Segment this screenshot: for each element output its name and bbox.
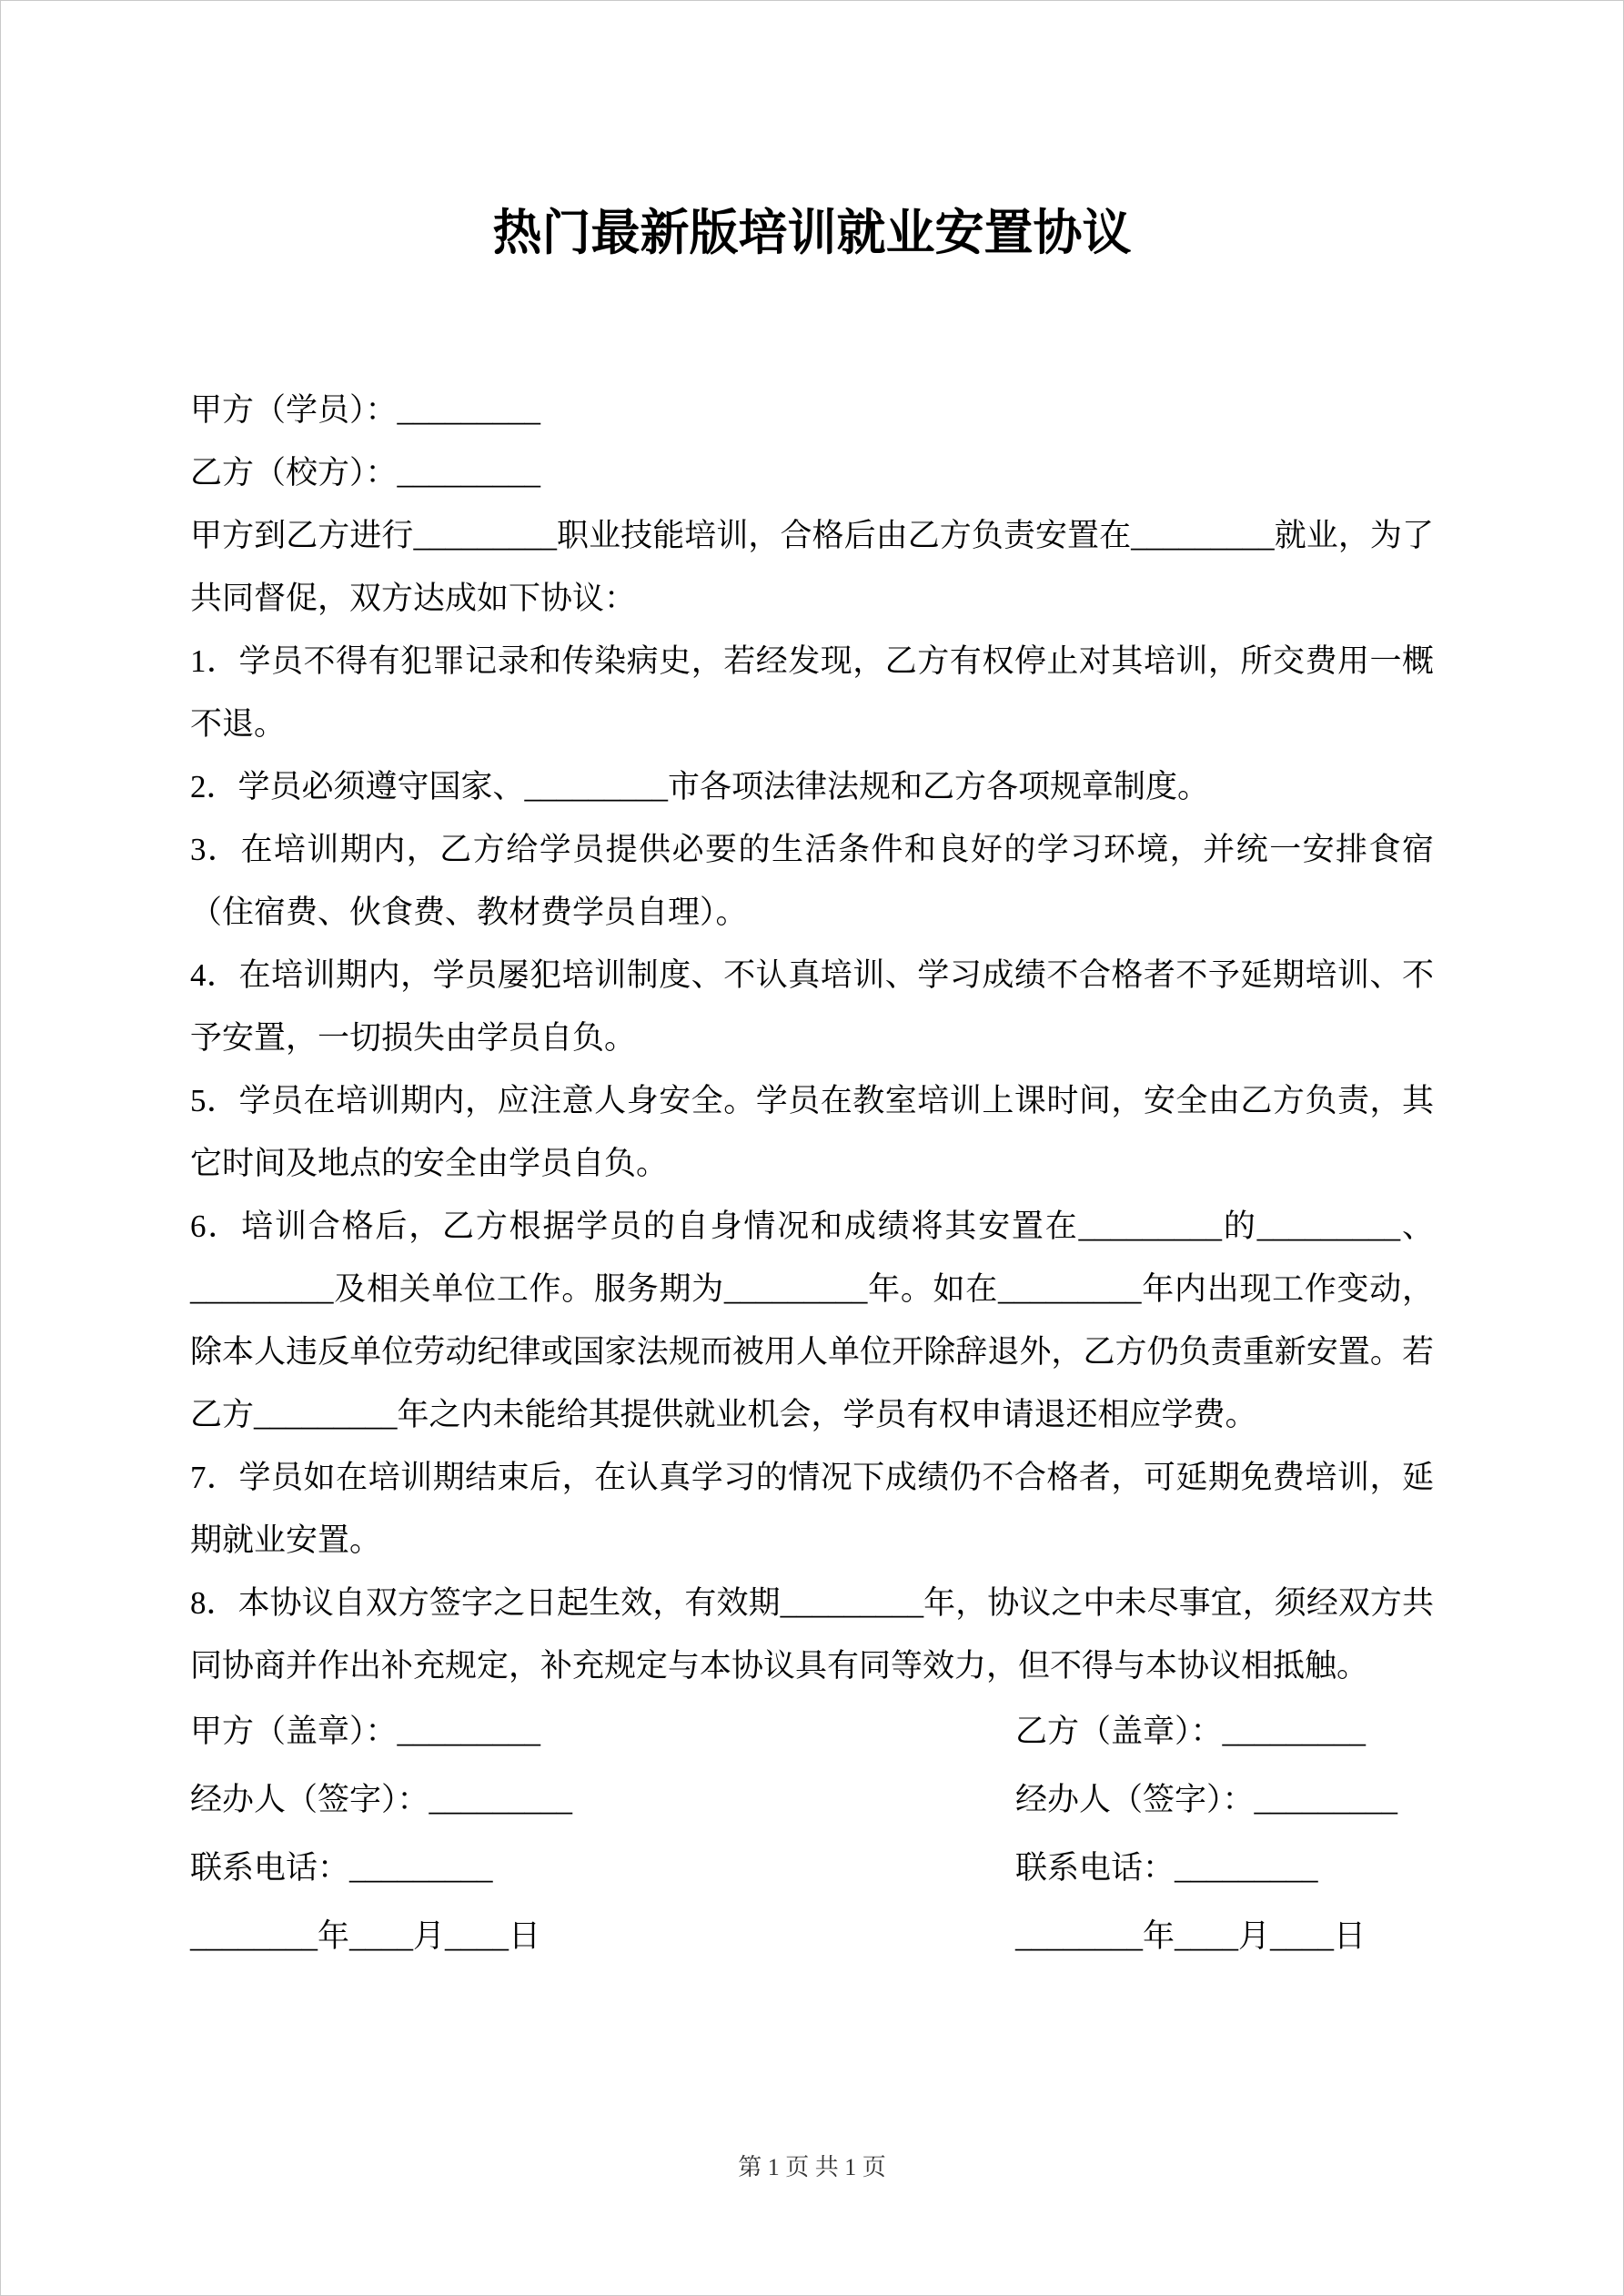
- party-b-line: 乙方（校方）：_________: [190, 455, 541, 491]
- signature-row-phone: [190, 1834, 1434, 1902]
- clause-5: 5．学员在培训期内，应注意人身安全。学员在教室培训上课时间，安全由乙方负责，其它时间及地点的安全由学员自负。: [190, 1083, 1434, 1181]
- party-b-date-line: ________年____月____日: [1015, 1918, 1367, 1954]
- clause-7: 7．学员如在培训期结束后，在认真学习的情况下成绩仍不合格者，可延期免费培训，延期就业安置。: [190, 1460, 1434, 1558]
- signature-block: [190, 1697, 1434, 1970]
- party-b-seal-line: 乙方（盖章）：_________: [1015, 1714, 1367, 1749]
- intro-paragraph: 甲方到乙方进行_________职业技能培训，合格后由乙方负责安置在_________就业，为了共同督促，双方达成如下协议：: [190, 518, 1434, 616]
- signature-row-seal: [190, 1697, 1434, 1765]
- page-number-footer: 第 1 页 共 1 页: [738, 2154, 886, 2180]
- clause-8: 8．本协议自双方签字之日起生效，有效期_________年，协议之中未尽事宜，须经双方共同协商并作出补充规定，补充规定与本协议具有同等效力，但不得与本协议相抵触。: [190, 1585, 1434, 1684]
- clause-3: 3．在培训期内，乙方给学员提供必要的生活条件和良好的学习环境，并统一安排食宿（住宿费、伙食费、教材费学员自理）。: [190, 832, 1434, 930]
- contract-body: [190, 379, 1434, 1697]
- party-a-seal-line: 甲方（盖章）：_________: [190, 1714, 541, 1749]
- party-b-phone-line: 联系电话：_________: [1015, 1850, 1318, 1886]
- party-a-date-line: ________年____月____日: [190, 1918, 541, 1954]
- clause-1: 1．学员不得有犯罪记录和传染病史，若经发现，乙方有权停止对其培训，所交费用一概不退。: [190, 643, 1434, 742]
- party-a-handler-line: 经办人（签字）：_________: [190, 1782, 573, 1817]
- party-b-handler-line: 经办人（签字）：_________: [1015, 1782, 1398, 1817]
- signature-row-date: [190, 1902, 1434, 1970]
- signature-row-handler: [190, 1765, 1434, 1834]
- party-a-phone-line: 联系电话：_________: [190, 1850, 493, 1886]
- document-title: 热门最新版培训就业安置协议: [492, 206, 1132, 260]
- clause-2: 2．学员必须遵守国家、_________市各项法律法规和乙方各项规章制度。: [190, 769, 1210, 804]
- clause-4: 4．在培训期内，学员屡犯培训制度、不认真培训、学习成绩不合格者不予延期培训、不予安置，一切损失由学员自负。: [190, 957, 1434, 1056]
- clause-6: 6．培训合格后，乙方根据学员的自身情况和成绩将其安置在_________的_________、_________及相关单位工作。服务期为_________年。如在_________年内出现工作变动，除本人违反单位劳动纪律或国家法规而被用人单位开除辞退外，乙方仍负责重新安置。若乙方_________年之内未能给其提供就业机会，学员有权申请退还相应学费。: [190, 1209, 1434, 1432]
- party-a-line: 甲方（学员）：_________: [190, 392, 541, 428]
